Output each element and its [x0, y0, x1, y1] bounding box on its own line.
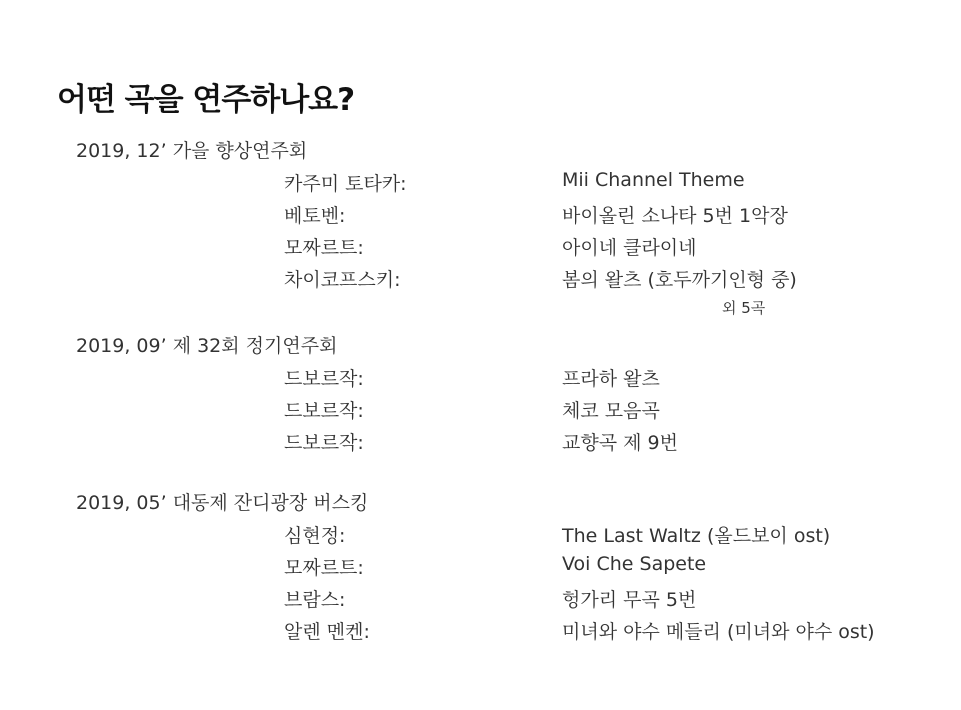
- composer-name: 드보르작:: [284, 400, 364, 422]
- piece-title: 헝가리 무곡 5번: [562, 589, 697, 611]
- piece-title: 아이네 클라이네: [562, 237, 697, 259]
- page-title: 어떤 곡을 연주하나요?: [57, 82, 355, 118]
- additional-pieces-note: 외 5곡: [722, 299, 766, 317]
- piece-title: Mii Channel Theme: [562, 169, 745, 191]
- piece-title: 교향곡 제 9번: [562, 432, 678, 454]
- concert-header: 2019, 05’ 대동제 잔디광장 버스킹: [76, 492, 369, 514]
- concert-header: 2019, 09’ 제 32회 정기연주회: [76, 335, 338, 357]
- piece-title: Voi Che Sapete: [562, 553, 707, 575]
- piece-title: 바이올린 소나타 5번 1악장: [562, 205, 788, 227]
- piece-title: 체코 모음곡: [562, 400, 660, 422]
- piece-title: 봄의 왈츠 (호두까기인형 중): [562, 269, 797, 291]
- composer-name: 드보르작:: [284, 368, 364, 390]
- composer-name: 심현정:: [284, 525, 346, 547]
- composer-name: 베토벤:: [284, 205, 346, 227]
- composer-name: 브람스:: [284, 589, 346, 611]
- piece-title: 프라하 왈츠: [562, 368, 660, 390]
- concert-header: 2019, 12’ 가을 향상연주회: [76, 140, 308, 162]
- piece-title: 미녀와 야수 메들리 (미녀와 야수 ost): [562, 621, 875, 643]
- composer-name: 카주미 토타카:: [284, 173, 407, 195]
- piece-title: The Last Waltz (올드보이 ost): [562, 525, 831, 547]
- composer-name: 모짜르트:: [284, 237, 364, 259]
- composer-name: 드보르작:: [284, 432, 364, 454]
- composer-name: 알렌 멘켄:: [284, 621, 370, 643]
- composer-name: 모짜르트:: [284, 557, 364, 579]
- composer-name: 차이코프스키:: [284, 269, 401, 291]
